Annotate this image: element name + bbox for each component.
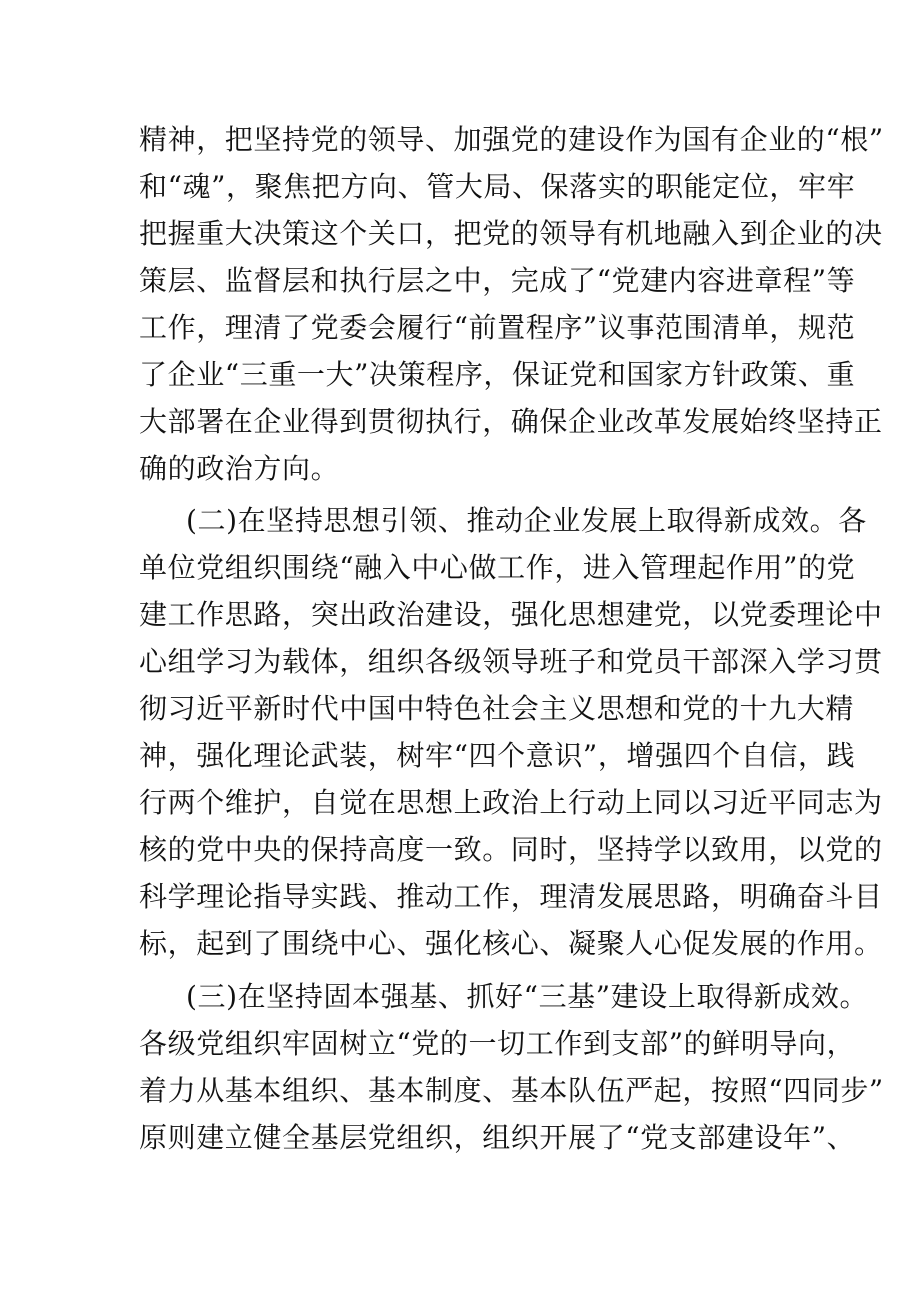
text-line: 原则建立健全基层党组织，组织开展了“党支部建设年”、 — [139, 1121, 856, 1154]
text-line: 工作，理清了党委会履行“前置程序”议事范围清单，规范 — [139, 311, 856, 344]
text-line: 策层、监督层和执行层之中，完成了“党建内容进章程”等 — [139, 264, 856, 297]
text-line: 和“魂”，聚焦把方向、管大局、保落实的职能定位，牢牢 — [139, 170, 856, 203]
text-line: 大部署在企业得到贯彻执行，确保企业改革发展始终坚持正 — [139, 405, 883, 438]
text-line: 单位党组织围绕“融入中心做工作，进入管理起作用”的党 — [139, 551, 856, 584]
text-line: 彻习近平新时代中国中特色社会主义思想和党的十九大精 — [139, 692, 855, 725]
section-heading-line: (二)在坚持思想引领、推动企业发展上取得新成效。各 — [186, 504, 867, 537]
text-line: 行两个维护，自觉在思想上政治上行动上同以习近平同志为 — [139, 786, 883, 819]
text-line: 精神，把坚持党的领导、加强党的建设作为国有企业的“根” — [139, 123, 884, 156]
text-line: 确的政治方向。 — [139, 452, 340, 485]
text-line: 着力从基本组织、基本制度、基本队伍严起，按照“四同步” — [139, 1074, 884, 1107]
text-line: 心组学习为载体，组织各级领导班子和党员干部深入学习贯 — [139, 645, 883, 678]
text-line: 了企业“三重一大”决策程序，保证党和国家方针政策、重 — [139, 358, 856, 391]
section-heading-line: (三)在坚持固本强基、抓好“三基”建设上取得新成效。 — [186, 980, 869, 1013]
text-line: 标，起到了围绕中心、强化核心、凝聚人心促发展的作用。 — [139, 927, 883, 960]
text-line: 把握重大决策这个关口，把党的领导有机地融入到企业的决 — [139, 217, 883, 250]
text-line: 科学理论指导实践、推动工作，理清发展思路，明确奋斗目 — [139, 880, 883, 913]
text-line: 神，强化理论武装，树牢“四个意识”，增强四个自信，践 — [139, 739, 856, 772]
text-line: 建工作思路，突出政治建设，强化思想建党，以党委理论中 — [139, 598, 883, 631]
text-line: 核的党中央的保持高度一致。同时，坚持学以致用，以党的 — [139, 833, 883, 866]
text-line: 各级党组织牢固树立“党的一切工作到支部”的鲜明导向， — [139, 1027, 856, 1060]
